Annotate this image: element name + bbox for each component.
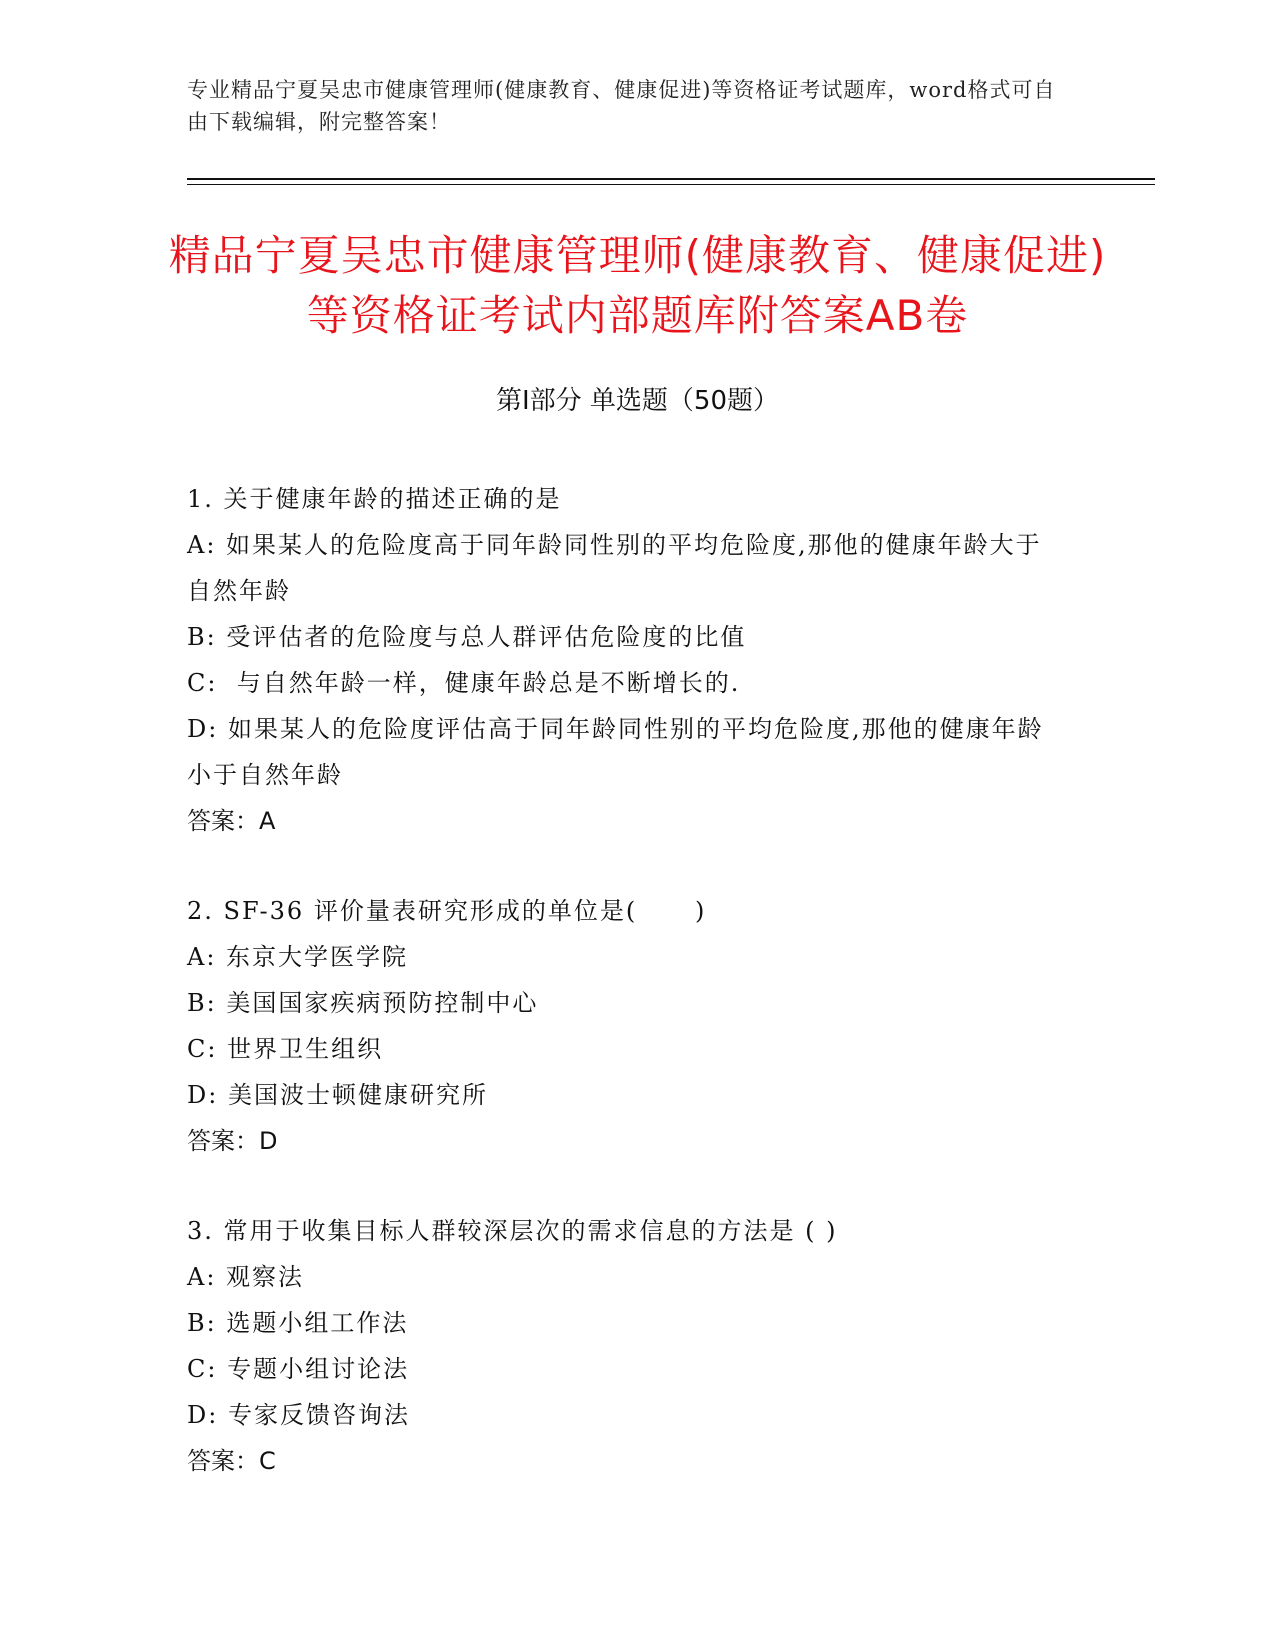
answer-prefix: 答案： bbox=[187, 1127, 259, 1155]
option-b: B: 受评估者的危险度与总人群评估危险度的比值 bbox=[187, 623, 747, 651]
answer-value: A bbox=[259, 807, 276, 835]
question-stem: 1. 关于健康年龄的描述正确的是 bbox=[187, 485, 562, 513]
question-item bbox=[187, 1208, 1067, 1484]
answer-prefix: 答案： bbox=[187, 807, 259, 835]
option-b: B: 选题小组工作法 bbox=[187, 1309, 409, 1337]
answer-line bbox=[187, 798, 1067, 844]
answer-value: C bbox=[259, 1447, 276, 1475]
option-c: C: 与自然年龄一样，健康年龄总是不断增长的. bbox=[187, 669, 741, 697]
question-stem: 3. 常用于收集目标人群较深层次的需求信息的方法是 ( ) bbox=[187, 1217, 838, 1245]
document-title: 精品宁夏吴忠市健康管理师(健康教育、健康促进)等资格证考试内部题库附答案AB卷 bbox=[168, 231, 1107, 340]
answer-line bbox=[187, 1438, 1067, 1484]
section-heading: 第Ⅰ部分 单选题（50题） bbox=[495, 386, 780, 416]
option-d: D: 如果某人的危险度评估高于同年龄同性别的平均危险度,那他的健康年龄小于自然年龄 bbox=[187, 715, 1044, 789]
option-d: D: 美国波士顿健康研究所 bbox=[187, 1081, 488, 1109]
question-item bbox=[187, 888, 1067, 1164]
header-divider-thin bbox=[187, 184, 1155, 185]
answer-line bbox=[187, 1118, 1067, 1164]
option-b: B: 美国国家疾病预防控制中心 bbox=[187, 989, 539, 1017]
option-a: A: 如果某人的危险度高于同年龄同性别的平均危险度,那他的健康年龄大于自然年龄 bbox=[187, 531, 1042, 605]
option-c: C: 专题小组讨论法 bbox=[187, 1355, 410, 1383]
question-list bbox=[187, 476, 1067, 1528]
option-d: D: 专家反馈咨询法 bbox=[187, 1401, 410, 1429]
question-stem: 2. SF-36 评价量表研究形成的单位是( ) bbox=[187, 897, 707, 925]
option-a: A: 东京大学医学院 bbox=[187, 943, 409, 971]
header-note: 专业精品宁夏吴忠市健康管理师(健康教育、健康促进)等资格证考试题库，word格式可自由下载编辑，附完整答案！ bbox=[187, 78, 1056, 134]
option-c: C: 世界卫生组织 bbox=[187, 1035, 384, 1063]
header-divider-thick bbox=[187, 178, 1155, 180]
answer-value: D bbox=[259, 1127, 278, 1155]
answer-prefix: 答案： bbox=[187, 1447, 259, 1475]
option-a: A: 观察法 bbox=[187, 1263, 305, 1291]
question-item bbox=[187, 476, 1067, 844]
